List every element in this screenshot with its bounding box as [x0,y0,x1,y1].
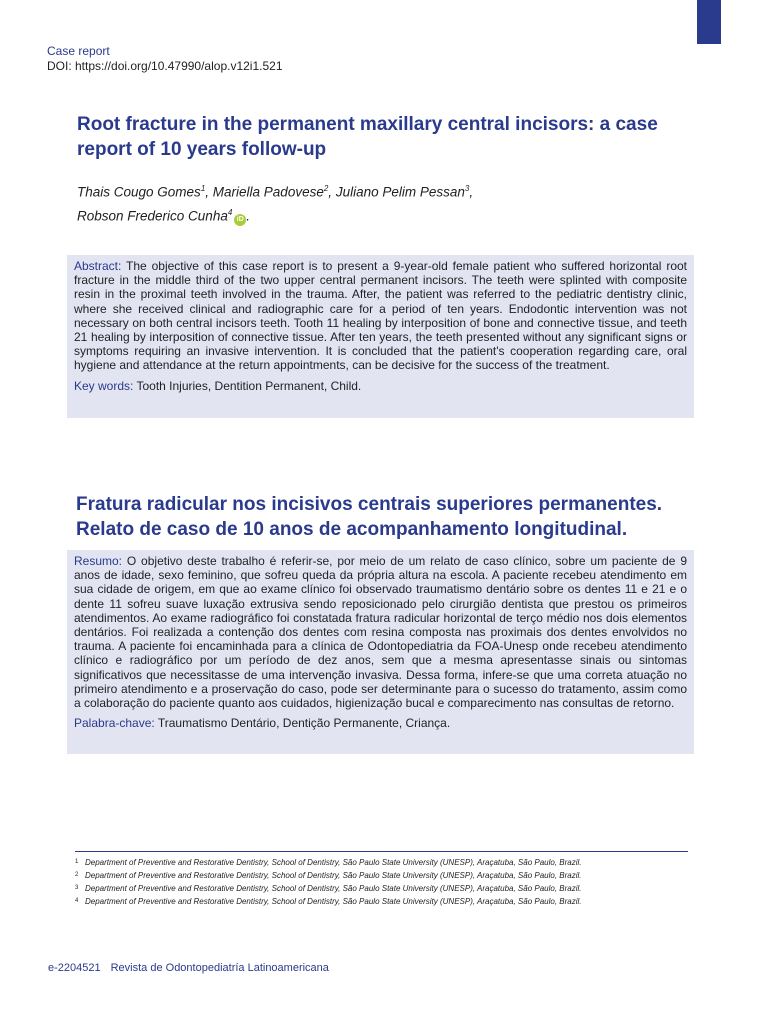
abstract-box [67,255,694,418]
author-name: Robson Frederico Cunha [77,208,228,223]
footnote-text: Department of Preventive and Restorative Dentistry, School of Dentistry, São Paulo State University (UNESP), Araçatuba, São Paulo, Brazil. [85,871,582,880]
palabra-chave-text: Traumatismo Dentário, Dentição Permanente, Criança. [157,716,451,731]
footnote-text: Department of Preventive and Restorative Dentistry, School of Dentistry, São Paulo State University (UNESP), Araçatuba, São Paulo, Brazil. [85,884,582,893]
footnote-text: Department of Preventive and Restorative Dentistry, School of Dentistry, São Paulo State University (UNESP), Araçatuba, São Paulo, Brazil. [85,858,582,867]
page-footer [48,962,329,974]
author-list [77,179,637,226]
orcid-icon[interactable]: iD [234,214,246,226]
footnote [75,895,688,908]
resumo-box [67,550,694,754]
author-affiliation-sup: 3 [464,184,470,193]
footnote-text: Department of Preventive and Restorative Dentistry, School of Dentistry, São Paulo State University (UNESP), Araçatuba, São Paulo, Brazil. [85,897,582,906]
footnote-number: 1 [75,859,79,865]
article-type: Case report [47,44,110,58]
footnote-number: 4 [75,898,79,904]
keywords-label: Key words: [74,378,134,393]
keywords-line [74,379,687,393]
author-list-end: . [246,208,251,223]
author-name: Juliano Pelim Pessan [335,184,465,200]
footnote-divider [75,851,688,852]
author-separator: , [328,184,336,200]
abstract-label: Abstract: [74,259,122,273]
resumo-text: O objetivo deste trabalho é referir-se, por meio de um relato de caso clínico, sobre um paciente de 9 anos de idade, sexo feminino, que sofreu queda da própria altura na escola. A paciente recebeu atendimento em sua cidade de origem, em que ao exame clínico foi observado traumatismo dentário sobre os dentes 11 e 21 e o dente 11 sofreu suave luxação extrusiva sendo reposicionado pelo cirurgião dentista que prestou os primeiros atendimentos. Ao exame radiográfico foi constatada fratura radicular horizontal de terço médio nos dois elementos dentários. Foi realizada a contenção dos dentes com resina composta nas proximais dos dentes envolvidos no trauma. A paciente foi encaminhada para a clínica de Odontopediatria da FOA-Unesp onde recebeu atendimento clínico e radiográfico por um período de dez anos, sem que a mesma apresentasse sinais ou sintomas significativos que necessitasse de uma intervenção invasiva. Dessa forma, infere-se que uma correta atuação no primeiro atendimento e a proservação do caso, pode ser determinante para o sucesso do tratamento, assim como a colaboração do paciente quanto aos cuidados, higienização bucal e comparecimento nas consultas de retorno. [74,554,687,711]
abstract-paragraph [74,259,687,373]
author-affiliation-sup: 2 [323,184,329,193]
footnote-number: 3 [75,885,79,891]
title-portuguese: Fratura radicular nos incisivos centrais superiores permanentes. Relato de caso de 10 anos de acompanhamento longitudinal. [76,494,663,540]
footnote [75,882,688,895]
article-header [47,44,283,74]
author-separator: , [205,184,213,200]
footnotes [75,851,688,908]
palabra-chave-line [74,716,687,730]
corner-color-tab [697,0,721,44]
palabra-chave-label: Palabra-chave: [74,716,155,731]
footnote-number: 2 [75,872,79,878]
author-name: Thais Cougo Gomes [77,184,201,200]
abstract-text: The objective of this case report is to present a 9-year-old female patient who suffered horizontal root fracture in the middle third of the two upper central permanent incisors. The teeth were splinted with composite resin in the proximal teeth involved in the trauma. After, the patient was referred to the pediatric dentistry clinic, where she received clinical and radiographic care for a period of ten years. Endodontic intervention was not necessary on both central incisors teeth. Tooth 11 healing by interposition of bone and connective tissue, and teeth 21 healing by interposition of connective tissue. After ten years, the teeth presented without any significant signs or symptoms requiring an invasive intervention. It is concluded that the patient's cooperation regarding care, oral hygiene and attendance at the return appointments, can be decisive for the success of the treatment. [74,259,687,373]
doi-link[interactable]: DOI: https://doi.org/10.47990/alop.v12i1.521 [47,59,283,73]
footnote [75,856,688,869]
keywords-text: Tooth Injuries, Dentition Permanent, Child. [136,378,362,393]
article-id: e-2204521 [48,962,101,974]
title-english: Root fracture in the permanent maxillary central incisors: a case report of 10 years follow-up [77,114,658,160]
resumo-label: Resumo: [74,554,123,568]
resumo-paragraph [74,554,687,710]
author-separator: , [469,184,474,200]
author-affiliation-sup: 4 [227,207,233,217]
author-name: Mariella Padovese [212,184,324,200]
author-affiliation-sup: 1 [200,184,206,193]
footnote [75,869,688,882]
journal-name: Revista de Odontopediatría Latinoamericana [110,962,329,974]
